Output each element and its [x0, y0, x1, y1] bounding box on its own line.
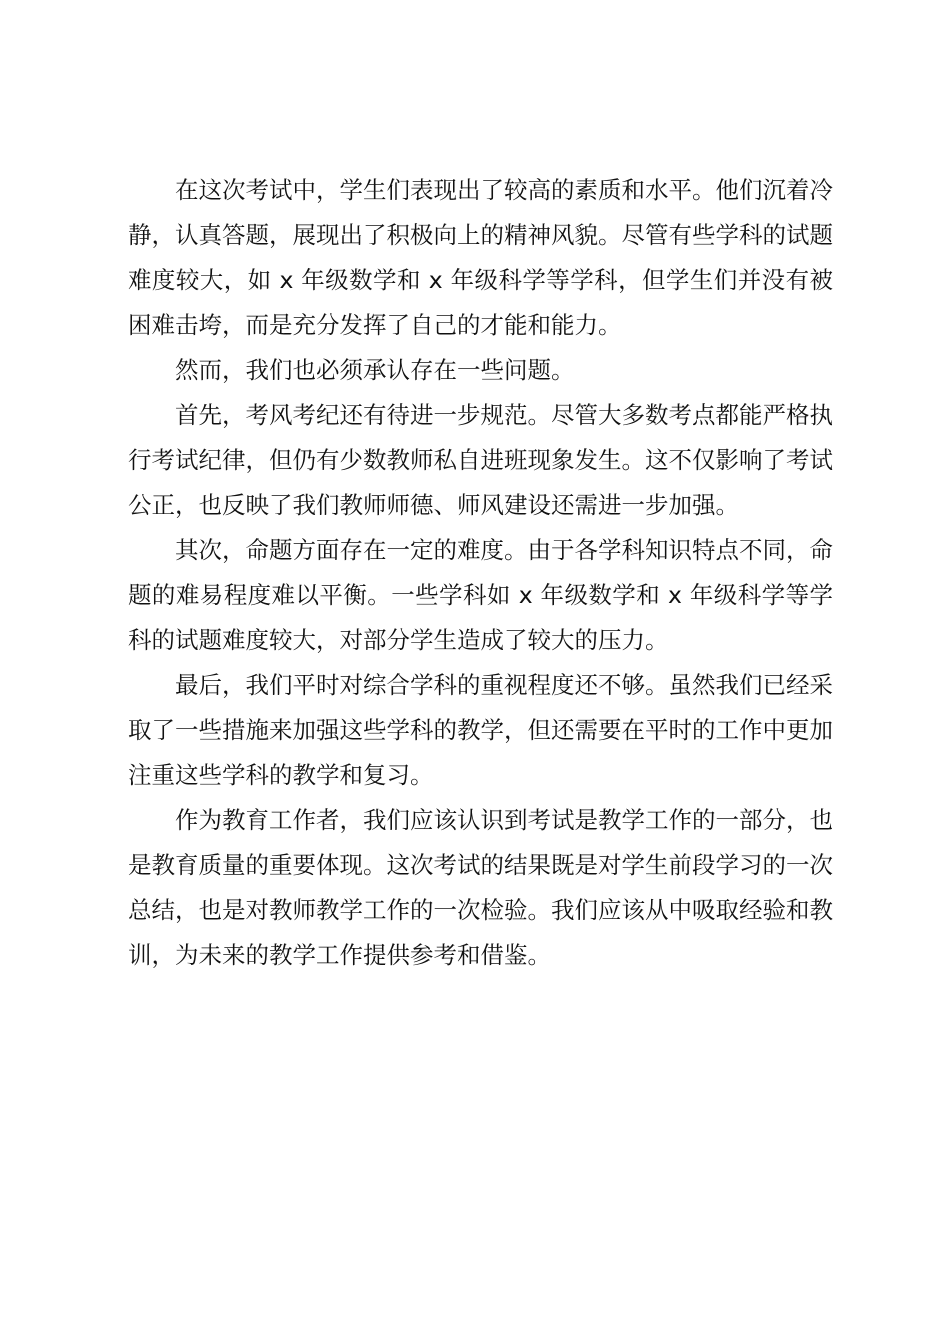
- document-body: [128, 168, 833, 978]
- paragraph-exam-discipline: 首先，考风考纪还有待进一步规范。尽管大多数考点都能严格执行考试纪律，但仍有少数教师私自进班现象发生。这不仅影响了考试公正，也反映了我们教师师德、师风建设还需进一步加强。: [128, 401, 833, 519]
- paragraph-comprehensive-subjects: 最后，我们平时对综合学科的重视程度还不够。虽然我们已经采取了一些措施来加强这些学科的教学，但还需要在平时的工作中更加注重这些学科的教学和复习。: [128, 671, 833, 789]
- paragraph-question-difficulty: 其次，命题方面存在一定的难度。由于各学科知识特点不同，命题的难易程度难以平衡。一些学科如 x 年级数学和 x 年级科学等学科的试题难度较大，对部分学生造成了较大的压力。: [128, 536, 833, 654]
- paragraph-conclusion: 作为教育工作者，我们应该认识到考试是教学工作的一部分，也是教育质量的重要体现。这次考试的结果既是对学生前段学习的一次总结，也是对教师教学工作的一次检验。我们应该从中吸取经验和教训，为未来的教学工作提供参考和借鉴。: [128, 806, 833, 969]
- paragraph-problems-intro: 然而，我们也必须承认存在一些问题。: [175, 356, 575, 384]
- paragraph-exam-performance: 在这次考试中，学生们表现出了较高的素质和水平。他们沉着冷静，认真答题，展现出了积极向上的精神风貌。尽管有些学科的试题难度较大，如 x 年级数学和 x 年级科学等学科，但学生们并没有被困难击垮，而是充分发挥了自己的才能和能力。: [128, 176, 833, 339]
